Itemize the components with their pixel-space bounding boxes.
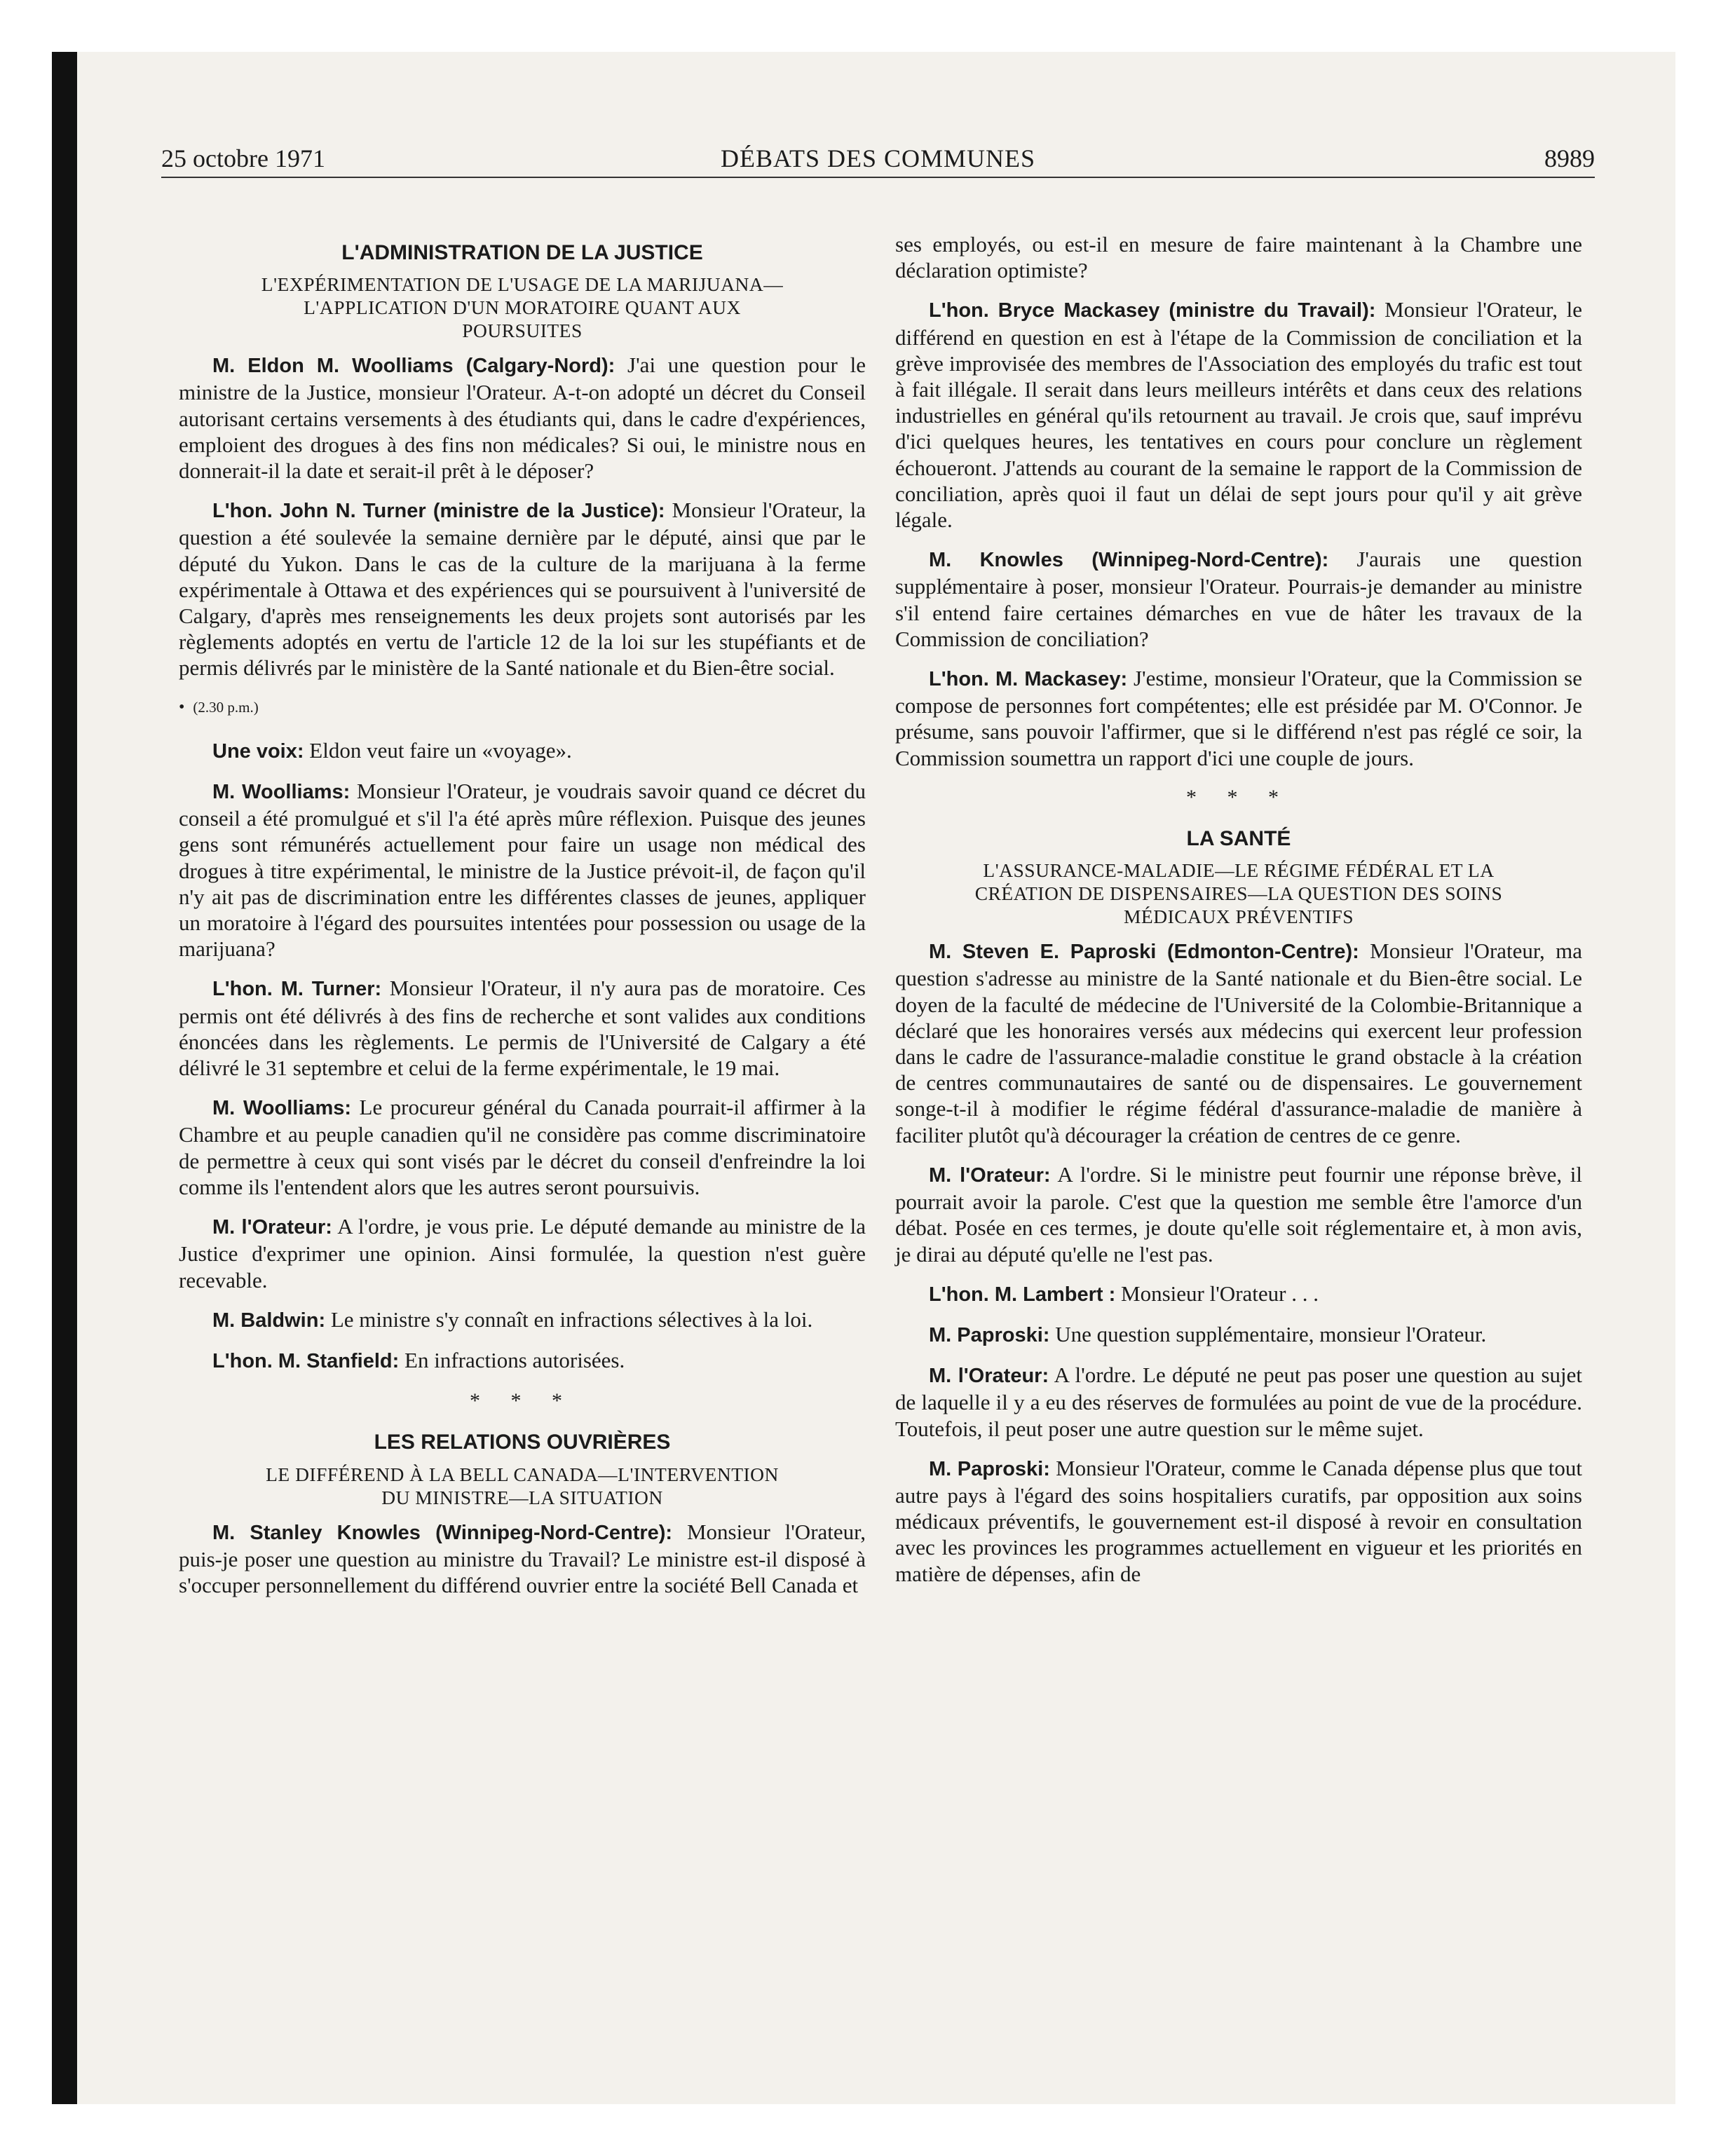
- scan-edge: [52, 52, 77, 2104]
- subheading-line: CRÉATION DE DISPENSAIRES—LA QUESTION DES SOINS: [974, 882, 1503, 905]
- speaker: L'hon. M. Mackasey:: [929, 668, 1128, 691]
- speaker: M. Baldwin:: [212, 1309, 326, 1332]
- speech-text: J'aurais une question supplémentaire à poser, monsieur l'Orateur. Pourrais-je demander au ministre s'il entend faire certaines démarches en vue de hâter les travaux de la Commission de conciliation?: [895, 547, 1582, 651]
- speech-text: ses employés, ou est-il en mesure de faire maintenant à la Chambre une déclaration optimiste?: [895, 232, 1582, 283]
- paragraph-turner-1: [179, 497, 866, 681]
- speech-text: Monsieur l'Orateur . . .: [1115, 1281, 1319, 1306]
- paragraph-paproski-3: [895, 1455, 1582, 1587]
- paragraph-mackasey-2: [895, 665, 1582, 771]
- section-heading-justice: L'ADMINISTRATION DE LA JUSTICE: [341, 241, 703, 264]
- speaker: M. l'Orateur:: [929, 1164, 1051, 1187]
- subheading-line: L'ASSURANCE-MALADIE—LE RÉGIME FÉDÉRAL ET LA: [983, 859, 1495, 882]
- subheading-line: POURSUITES: [462, 320, 583, 342]
- speech-text: Monsieur l'Orateur, puis-je poser une question au ministre du Travail? Le ministre est-il disposé à s'occuper personnellement du différend ouvrier entre la société Bell Canada et: [179, 1519, 866, 1597]
- speech-text: Eldon veut faire un «voyage».: [304, 737, 572, 763]
- speaker: Une voix:: [212, 739, 304, 763]
- page-header: [161, 143, 1595, 178]
- speaker: M. l'Orateur:: [212, 1216, 332, 1239]
- speaker: M. Stanley Knowles (Winnipeg-Nord-Centre):: [212, 1521, 673, 1544]
- speaker: M. Woolliams:: [212, 781, 351, 804]
- speaker: M. Eldon M. Woolliams (Calgary-Nord):: [212, 355, 615, 378]
- right-column: [895, 231, 1582, 1600]
- speech-text: A l'ordre. Si le ministre peut fournir une réponse brève, il pourrait avoir la parole. C'est que la question me semble être l'amorce d'un débat. Posée en ces termes, je doute qu'elle soit réglementaire et, à mon avis, je dirai au député qu'elle ne l'est pas.: [895, 1161, 1582, 1267]
- speaker: M. Paproski:: [929, 1457, 1050, 1480]
- speech-text: En infractions autorisées.: [399, 1347, 625, 1372]
- speaker: L'hon. M. Lambert :: [929, 1283, 1116, 1306]
- speech-text: J'ai une question pour le ministre de la Justice, monsieur l'Orateur. A-t-on adopté un décret du Conseil autorisant certains versements à des étudiants qui, dans le cadre d'expériences, emploient des drogues à des fins non médicales? Si oui, le ministre nous en donnerait-il la date et serait-il prêt à le déposer?: [179, 353, 866, 484]
- speaker: M. Woolliams:: [212, 1097, 352, 1120]
- speaker: M. Paproski:: [929, 1323, 1050, 1346]
- header-page-number: 8989: [1544, 144, 1595, 172]
- paragraph-turner-2: [179, 975, 866, 1081]
- section-heading-relations: LES RELATIONS OUVRIÈRES: [374, 1431, 671, 1454]
- speech-text: J'estime, monsieur l'Orateur, que la Commission se compose de personnes fort compétentes; elle est présidée par M. O'Connor. Je présume, sans pouvoir l'affirmer, que si le différend n'est pas réglé ce soir, la Commission soumettra un rapport d'ici une couple de jours.: [895, 666, 1582, 770]
- paragraph-woolliams-1: [179, 352, 866, 484]
- paragraph-paproski-2: [895, 1321, 1582, 1349]
- speech-text: Monsieur l'Orateur, ma question s'adresse au ministre de la Santé nationale et du Bien-être social. Le doyen de la faculté de médecine de l'Université de la Colombie-Britannique a déclaré que les honoraires versés aux médecins qui exercent leur profession dans le cadre de l'assurance-maladie constitue le grand obstacle à la création de centres communautaires de santé ou de dispensaires. Le gouvernement songe-t-il à modifier le régime fédéral d'assurance-maladie de manière à faciliter plutôt qu'à décourager la création de centres de ce genre.: [895, 939, 1582, 1147]
- speech-text: A l'ordre, je vous prie. Le député demande au ministre de la Justice d'exprimer une opinion. Ainsi formulée, la question n'est guère recevable.: [179, 1214, 866, 1292]
- paragraph-stanfield: [179, 1347, 866, 1374]
- paragraph-orateur-2: [895, 1161, 1582, 1267]
- subheading-line: L'APPLICATION D'UN MORATOIRE QUANT AUX: [304, 296, 741, 319]
- paragraph-woolliams-3: [179, 1094, 866, 1200]
- paragraph-woolliams-2: [179, 778, 866, 962]
- paragraph-une-voix: [179, 737, 866, 765]
- header-title: DÉBATS DES COMMUNES: [720, 144, 1036, 172]
- speaker: M. l'Orateur:: [929, 1365, 1049, 1388]
- speaker: M. Knowles (Winnipeg-Nord-Centre):: [929, 549, 1329, 572]
- speaker: L'hon. M. Turner:: [212, 978, 382, 1001]
- bullet: •: [179, 697, 185, 716]
- speech-text: Monsieur l'Orateur, le différend en question en est à l'étape de la Commission de conciliation et la grève improvisée des membres de l'Association des employés du trafic est tout à fait illégale. Il serait dans leurs meilleurs intérêts et dans ceux des relations industrielles en général qu'ils retournent au travail. Je crois que, sauf imprévu d'ici quelques heures, les tentatives en cours pour conclure un règlement échoueront. J'attends au courant de la semaine le rapport de la Commission de conciliation, après quoi il faut un délai de sept jours pour qu'il y ait grève légale.: [895, 297, 1582, 533]
- paragraph-paproski-1: [895, 938, 1582, 1148]
- left-column: [179, 231, 866, 1611]
- subheading-line: MÉDICAUX PRÉVENTIFS: [1123, 906, 1354, 928]
- header-date: 25 octobre 1971: [161, 144, 325, 172]
- subheading-line: DU MINISTRE—LA SITUATION: [381, 1486, 663, 1508]
- paragraph-baldwin: [179, 1306, 866, 1334]
- paragraph-knowles-1: [179, 1519, 866, 1599]
- speech-text: A l'ordre. Le député ne peut pas poser une question au sujet de laquelle il y a eu des réserves de formulées au point de vue de la procédure. Toutefois, il peut poser une autre question sur le même sujet.: [895, 1363, 1582, 1441]
- subheading-marijuana: [179, 273, 866, 342]
- paragraph-orateur-3: [895, 1362, 1582, 1442]
- time-text: (2.30 p.m.): [193, 698, 259, 716]
- speaker: L'hon. M. Stanfield:: [212, 1349, 400, 1372]
- speech-text: Une question supplémentaire, monsieur l'Orateur.: [1049, 1321, 1487, 1346]
- time-marker: [179, 695, 866, 721]
- section-separator: * * *: [1186, 785, 1291, 809]
- subheading-assurance-maladie: [895, 859, 1582, 928]
- subheading-line: LE DIFFÉREND À LA BELL CANADA—L'INTERVENTION: [266, 1463, 779, 1485]
- speaker: L'hon. Bryce Mackasey (ministre du Travail):: [929, 299, 1376, 322]
- speech-text: Le ministre s'y connaît en infractions sélectives à la loi.: [325, 1306, 813, 1332]
- paragraph-lambert: [895, 1281, 1582, 1308]
- paragraph-knowles-2: [895, 546, 1582, 652]
- paragraph-orateur-1: [179, 1213, 866, 1293]
- subheading-line: L'EXPÉRIMENTATION DE L'USAGE DE LA MARIJUANA—: [261, 273, 784, 296]
- paragraph-knowles-1-cont: [895, 231, 1582, 283]
- speech-text: Le procureur général du Canada pourrait-il affirmer à la Chambre et au peuple canadien qu'il ne considère pas comme discriminatoire de permettre à ceux qui sont visés par le décret du conseil d'enfreindre la loi comme ils l'entendent alors que les autres seront poursuivis.: [179, 1095, 866, 1199]
- speaker: L'hon. John N. Turner (ministre de la Justice):: [212, 500, 665, 523]
- paragraph-mackasey-1: [895, 296, 1582, 533]
- speech-text: Monsieur l'Orateur, il n'y aura pas de moratoire. Ces permis ont été délivrés à des fins de recherche et sont valides aux conditions énoncées dans les règlements. Le permis de l'Université de Calgary a été délivré le 31 septembre et celui de la ferme expérimentale, le 19 mai.: [179, 976, 866, 1081]
- speaker: M. Steven E. Paproski (Edmonton-Centre):: [929, 941, 1359, 964]
- speech-text: Monsieur l'Orateur, la question a été soulevée la semaine dernière par le député, ainsi que par le député du Yukon. Dans le cas de la culture de la marijuana à la ferme expérimentale à Ottawa et des expériences qui se poursuivent à l'université de Calgary, d'après mes renseignements les deux projets sont autorisés par les règlements adoptés en vertu de l'article 12 de la loi sur les stupéfiants et de permis délivrés par le ministère de la Santé nationale et du Bien-être social.: [179, 498, 866, 681]
- section-heading-sante: LA SANTÉ: [1186, 827, 1291, 851]
- speech-text: Monsieur l'Orateur, comme le Canada dépense plus que tout autre pays à l'égard des soins hospitaliers curatifs, par opposition aux soins médicaux préventifs, le gouvernement est-il disposé à revoir en consultation avec les provinces les programmes actuellement en vigueur et les priorités en matière de dépenses, afin de: [895, 1455, 1582, 1586]
- speech-text: Monsieur l'Orateur, je voudrais savoir quand ce décret du conseil a été promulgué et s'il l'a été après mûre réflexion. Puisque des jeunes gens sont rémunérés actuellement pour faire un usage non médical des drogues à titre expérimental, le ministre de la Justice prévoit-il, de façon qu'il n'y ait pas de discrimination entre les différentes classes de jeunes, appliquer un moratoire à l'égard des poursuites intentées pour possession ou usage de la marijuana?: [179, 779, 866, 962]
- subheading-bell: [179, 1463, 866, 1509]
- section-separator: * * *: [470, 1389, 575, 1413]
